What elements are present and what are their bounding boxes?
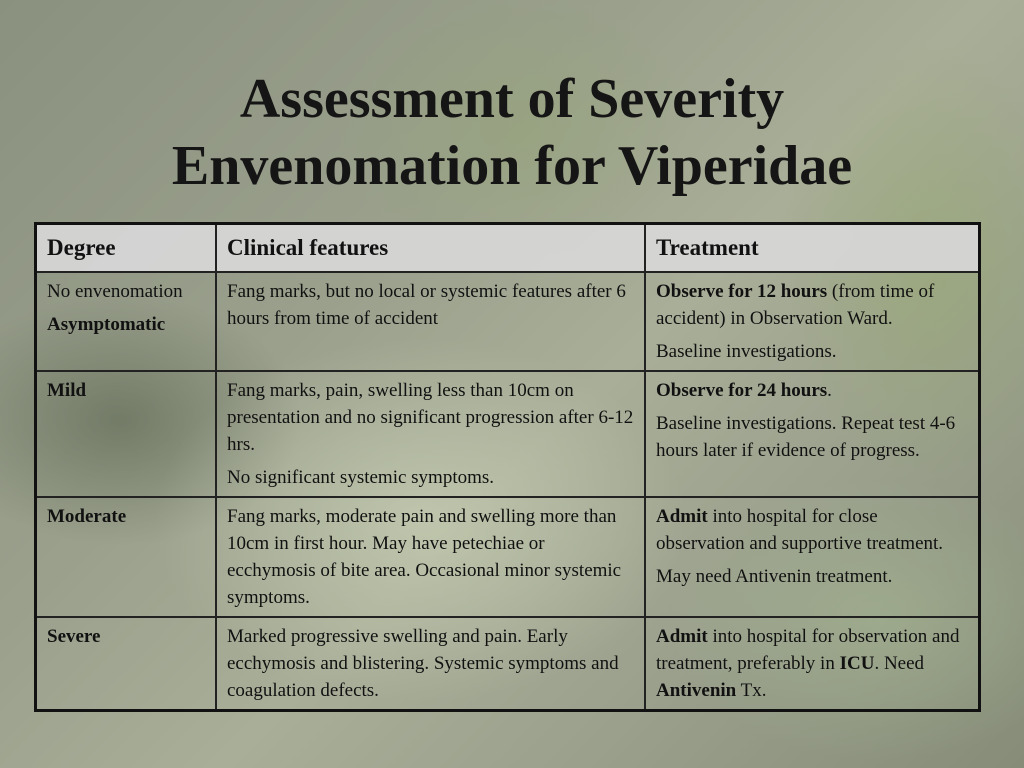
treatment-rest: into hospital for close observation and supportive treatment. xyxy=(656,506,944,554)
treatment-bold: Admit xyxy=(656,506,708,527)
degree-label xyxy=(47,503,205,530)
features-text: Marked progressive swelling and pain. Early ecchymosis and blistering. Systemic symptoms and coagulation defects. xyxy=(227,626,619,701)
treatment-text-2: Baseline investigations. Repeat test 4-6 hours later if evidence of progress. xyxy=(656,413,956,461)
treatment-text-2: Baseline investigations. xyxy=(656,341,837,362)
features-cell xyxy=(216,371,645,497)
header-clinical-features: Clinical features xyxy=(216,224,645,273)
degree-cell xyxy=(36,617,217,711)
degree-label-text: Severe xyxy=(47,626,101,647)
treatment-rest: (from time of accident) in Observation Ward. xyxy=(656,281,935,329)
treatment-bold: Observe for 12 hours xyxy=(656,281,828,302)
treatment-rest: into hospital for observation and treatment, preferably in xyxy=(656,626,960,674)
treatment-bold-antivenin: Antivenin xyxy=(656,680,737,701)
treatment-cell xyxy=(645,617,980,711)
degree-label-text: Moderate xyxy=(47,506,127,527)
features-text: Fang marks, moderate pain and swelling more than 10cm in first hour. May have petechiae or ecchymosis of bite area. Occasional minor systemic symptoms. xyxy=(227,506,622,608)
treatment-text-2: May need Antivenin treatment. xyxy=(656,566,893,587)
treatment-text-1 xyxy=(656,503,968,557)
treatment-bold-icu: ICU xyxy=(839,653,875,674)
treatment-bold: Observe for 24 hours xyxy=(656,380,828,401)
treatment-text-1 xyxy=(656,623,968,704)
features-cell xyxy=(216,272,645,371)
features-text: Fang marks, pain, swelling less than 10cm on presentation and no significant progression after 6-12 hrs. xyxy=(227,380,634,455)
degree-sublabel-text: Asymptomatic xyxy=(47,314,166,335)
degree-cell xyxy=(36,497,217,617)
severity-table xyxy=(34,222,981,712)
features-cell xyxy=(216,617,645,711)
degree-label-text: Mild xyxy=(47,380,87,401)
features-cell xyxy=(216,497,645,617)
features-text: Fang marks, but no local or systemic features after 6 hours from time of accident xyxy=(227,281,626,329)
header-degree: Degree xyxy=(36,224,217,273)
degree-label xyxy=(47,377,205,404)
table-header-row xyxy=(36,224,980,273)
degree-sublabel xyxy=(47,311,205,338)
treatment-cell xyxy=(645,371,980,497)
treatment-rest: . xyxy=(827,380,832,401)
degree-cell xyxy=(36,371,217,497)
degree-label: No envenomation xyxy=(47,281,183,302)
title-line-2: Envenomation for Viperidae xyxy=(171,135,853,197)
treatment-text-1 xyxy=(656,377,968,404)
features-text: No significant systemic symptoms. xyxy=(227,467,495,488)
treatment-cell xyxy=(645,497,980,617)
treatment-end: Tx. xyxy=(736,680,767,701)
table-row xyxy=(36,272,980,371)
treatment-rest-2: . Need xyxy=(874,653,925,674)
slide-title xyxy=(0,66,1024,200)
table-row xyxy=(36,497,980,617)
degree-label xyxy=(47,623,205,650)
header-treatment: Treatment xyxy=(645,224,980,273)
table-row xyxy=(36,617,980,711)
title-line-1: Assessment of Severity xyxy=(239,68,785,130)
treatment-cell xyxy=(645,272,980,371)
table-row xyxy=(36,371,980,497)
degree-cell xyxy=(36,272,217,371)
treatment-bold: Admit xyxy=(656,626,708,647)
treatment-text-1 xyxy=(656,278,968,332)
